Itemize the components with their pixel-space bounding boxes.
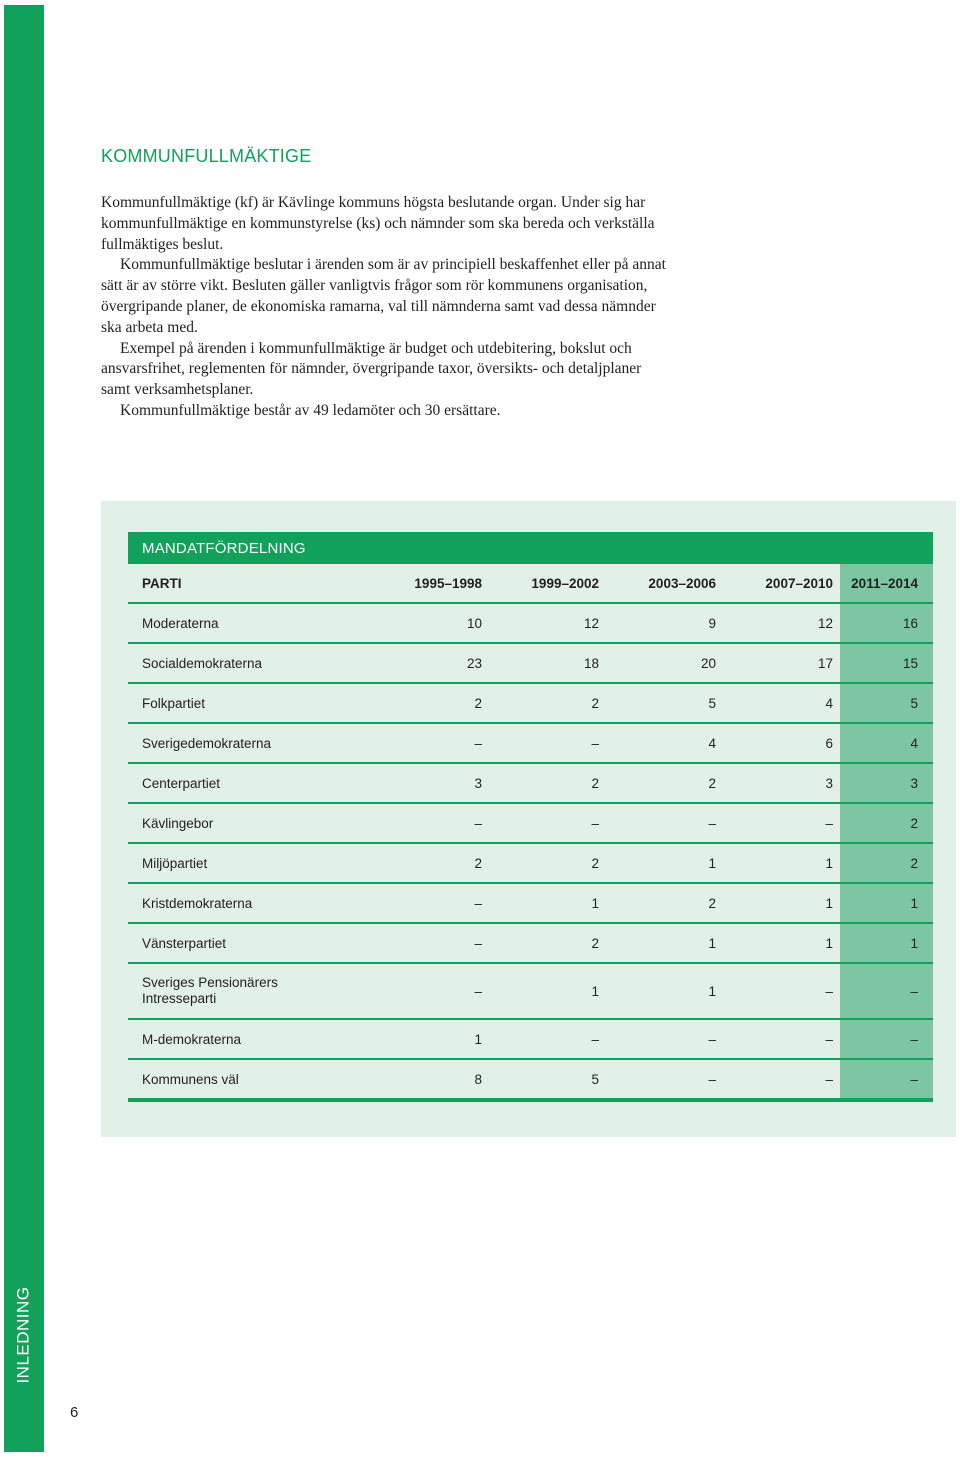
seat-count: – (606, 1059, 723, 1100)
header-period: 2007–2010 (723, 564, 840, 603)
seat-count: 6 (723, 723, 840, 763)
seat-count: – (606, 1019, 723, 1059)
seat-count: 2 (489, 843, 606, 883)
table-row (128, 843, 933, 883)
party-name-line: Intresseparti (142, 991, 217, 1006)
header-period: 1995–1998 (372, 564, 489, 603)
seat-count: 2 (372, 683, 489, 723)
party-name (128, 963, 372, 1019)
seat-count: 20 (606, 643, 723, 683)
seat-count: 4 (606, 723, 723, 763)
seat-count: 2 (606, 763, 723, 803)
seat-count: 1 (723, 883, 840, 923)
table-row (128, 603, 933, 643)
seat-count-current: 15 (840, 643, 933, 683)
seat-count: – (489, 723, 606, 763)
seat-count-current: – (840, 1059, 933, 1100)
seat-count: 1 (606, 843, 723, 883)
party-name: Kävlingebor (128, 803, 372, 843)
party-name: Folkpartiet (128, 683, 372, 723)
table-row (128, 1059, 933, 1100)
seat-count-current: 4 (840, 723, 933, 763)
seat-count: – (372, 723, 489, 763)
seat-count: 3 (372, 763, 489, 803)
mandate-table-title: MANDATFÖRDELNING (128, 532, 933, 564)
seat-count: 2 (489, 763, 606, 803)
table-row (128, 923, 933, 963)
table-row (128, 1019, 933, 1059)
seat-count-current: 3 (840, 763, 933, 803)
party-name: Socialdemokraterna (128, 643, 372, 683)
seat-count: – (489, 1019, 606, 1059)
header-period-current: 2011–2014 (840, 564, 933, 603)
seat-count: – (372, 883, 489, 923)
mandate-table (128, 532, 933, 1102)
body-text (101, 193, 671, 422)
seat-count: – (723, 963, 840, 1019)
party-name: Vänsterpartiet (128, 923, 372, 963)
seat-count: – (372, 923, 489, 963)
side-section-label-text: INLEDNING (14, 1286, 34, 1384)
seat-count: 1 (372, 1019, 489, 1059)
seat-count: 17 (723, 643, 840, 683)
seat-count: 1 (489, 963, 606, 1019)
seat-count: 2 (606, 883, 723, 923)
seat-count: 1 (606, 923, 723, 963)
seat-count-current: 16 (840, 603, 933, 643)
seat-count: 23 (372, 643, 489, 683)
table-header-row (128, 564, 933, 603)
seat-count: 9 (606, 603, 723, 643)
party-name: Moderaterna (128, 603, 372, 643)
seat-count: 12 (489, 603, 606, 643)
table-row (128, 763, 933, 803)
paragraph: Kommunfullmäktige beslutar i ärenden som är av principiell beskaffenhet eller på annat sätt är av större vikt. Besluten gäller vanligtvis frågor som rör kommunens organisation, övergripande planer, de ekonomiska ramarna, val till nämnderna samt vad dessa nämnder ska arbeta med. (101, 256, 666, 336)
seat-count: 2 (372, 843, 489, 883)
seat-count-current: – (840, 963, 933, 1019)
header-party: PARTI (128, 564, 372, 603)
table-row (128, 963, 933, 1019)
seat-count: – (723, 803, 840, 843)
party-name: M-demokraterna (128, 1019, 372, 1059)
party-name: Kommunens väl (128, 1059, 372, 1100)
party-name: Miljöpartiet (128, 843, 372, 883)
seat-count: 2 (489, 683, 606, 723)
party-name: Kristdemokraterna (128, 883, 372, 923)
seat-count: 2 (489, 923, 606, 963)
seat-count: – (489, 803, 606, 843)
table-row (128, 683, 933, 723)
paragraph: Kommunfullmäktige (kf) är Kävlinge kommuns högsta beslutande organ. Under sig har kommunfullmäktige en kommunstyrelse (ks) och nämnder som ska bereda och verkställa fullmäktiges beslut. (101, 194, 655, 253)
seat-count-current: 5 (840, 683, 933, 723)
table-row (128, 883, 933, 923)
mandate-table-grid (128, 564, 933, 1102)
seat-count: – (372, 803, 489, 843)
seat-count: 12 (723, 603, 840, 643)
header-period: 1999–2002 (489, 564, 606, 603)
seat-count: 18 (489, 643, 606, 683)
seat-count: 1 (723, 923, 840, 963)
seat-count: 1 (723, 843, 840, 883)
seat-count: 10 (372, 603, 489, 643)
party-name-line: Sveriges Pensionärers (142, 975, 278, 990)
section-title: KOMMUNFULLMÄKTIGE (101, 146, 312, 166)
seat-count: – (723, 1019, 840, 1059)
seat-count: 1 (606, 963, 723, 1019)
header-period: 2003–2006 (606, 564, 723, 603)
paragraph: Kommunfullmäktige består av 49 ledamöter och 30 ersättare. (120, 401, 501, 419)
party-name: Sverigedemokraterna (128, 723, 372, 763)
table-row (128, 723, 933, 763)
seat-count: 5 (606, 683, 723, 723)
seat-count: – (372, 963, 489, 1019)
party-name: Centerpartiet (128, 763, 372, 803)
seat-count: – (606, 803, 723, 843)
page-number: 6 (70, 1404, 79, 1421)
seat-count: 5 (489, 1059, 606, 1100)
seat-count-current: 1 (840, 923, 933, 963)
paragraph: Exempel på ärenden i kommunfullmäktige är budget och utdebitering, bokslut och ansvarsfrihet, reglementen för nämnder, övergripande taxor, översikts- och detaljplaner samt verksamhetsplaner. (101, 339, 642, 399)
seat-count: 1 (489, 883, 606, 923)
seat-count-current: 2 (840, 803, 933, 843)
seat-count-current: – (840, 1019, 933, 1059)
seat-count-current: 1 (840, 883, 933, 923)
table-row (128, 643, 933, 683)
seat-count: 8 (372, 1059, 489, 1100)
table-row (128, 803, 933, 843)
seat-count: – (723, 1059, 840, 1100)
seat-count-current: 2 (840, 843, 933, 883)
seat-count: 4 (723, 683, 840, 723)
side-section-label (4, 1280, 44, 1390)
seat-count: 3 (723, 763, 840, 803)
mandate-table-panel (101, 501, 956, 1137)
side-color-bar (4, 5, 44, 1452)
